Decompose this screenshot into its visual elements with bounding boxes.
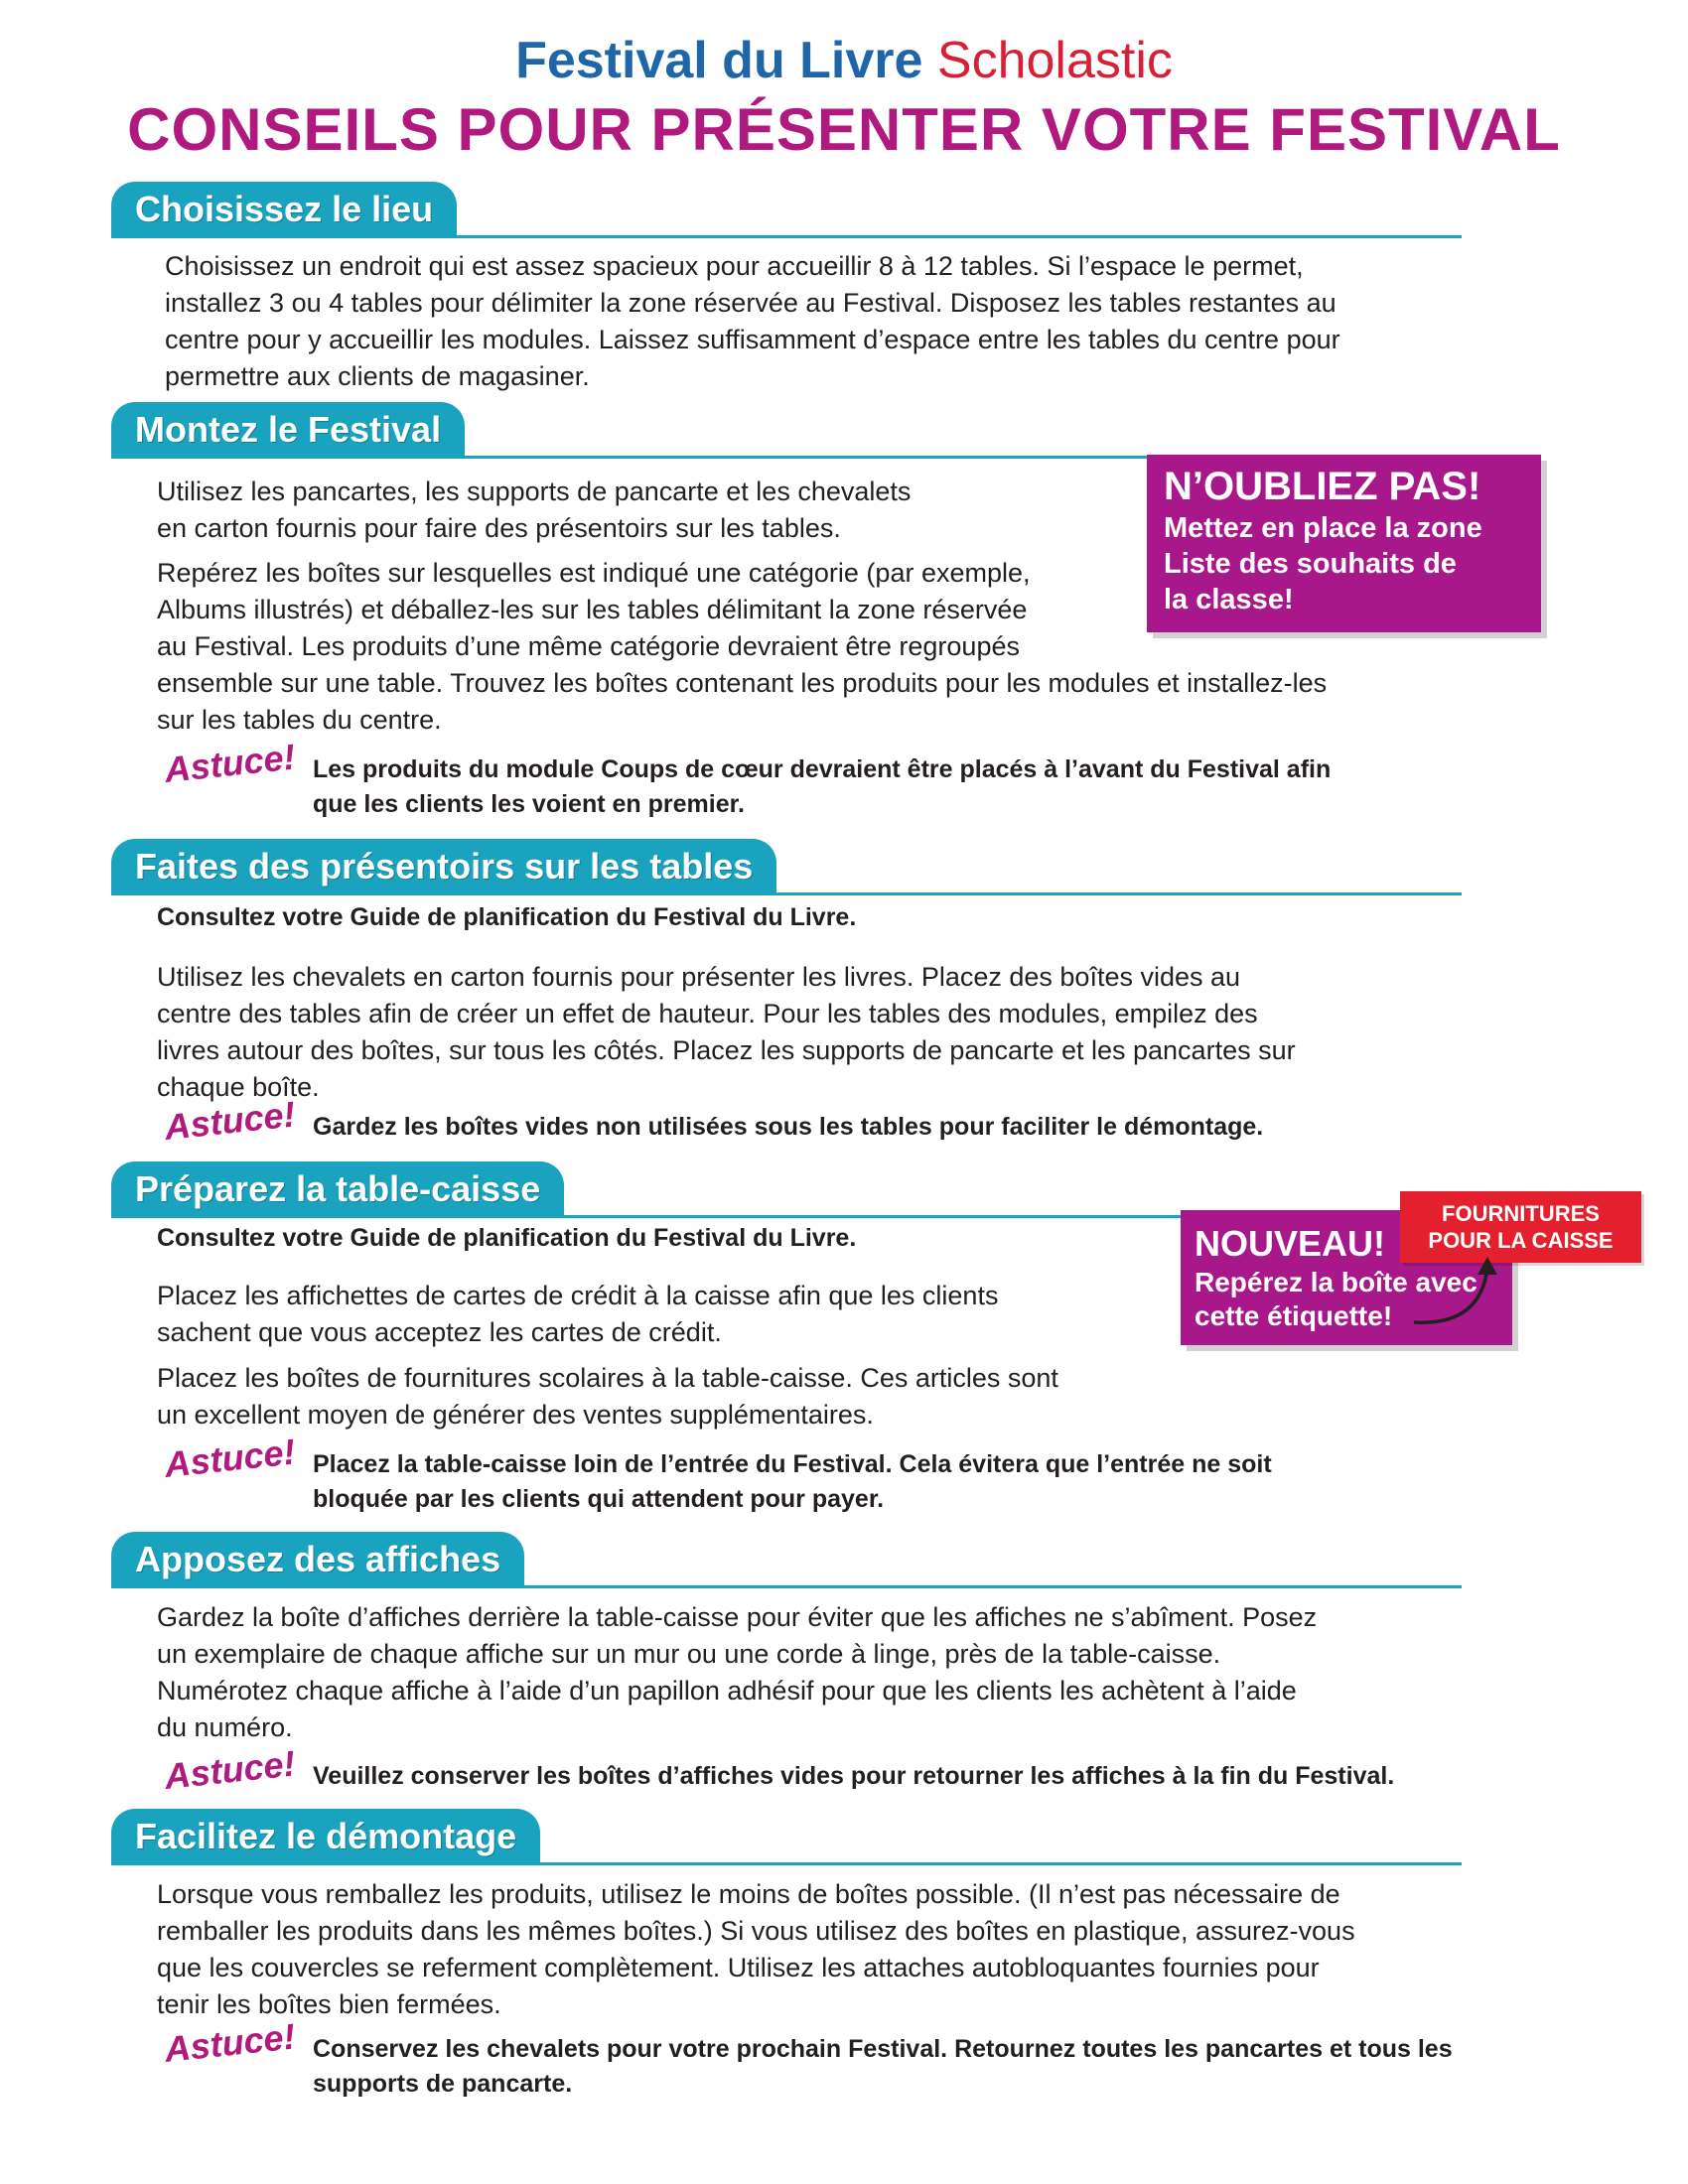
section-divider: [111, 1862, 1462, 1865]
paragraph-lieu: Choisissez un endroit qui est assez spacieux pour accueillir 8 à 12 tables. Si l’espace le permet, installez 3 ou 4 tables pour délimiter la zone réservée au Festival. Disposez les tables restantes au centre pour y accueillir les modules. Laissez suffisamment d’espace entre les tables du centre pour permettre aux clients de magasiner.: [165, 251, 1340, 391]
brand-scholastic: Scholastic: [936, 32, 1173, 89]
section-heading-montez: Montez le Festival: [111, 402, 465, 458]
reminder-callout: N’OUBLIEZ PAS! Mettez en place la zone Liste des souhaits de la classe!: [1147, 455, 1541, 632]
brand-name: Festival du Livre: [515, 32, 923, 89]
paragraph-presentoirs: Utilisez les chevalets en carton fournis pour présenter les livres. Placez des boîtes vides au centre des tables afin de créer un effet de hauteur. Pour les tables des modules, empilez des livres autour des boîtes, sur tous les côtés. Placez les supports de pancarte et les pancartes sur chaque boîte.: [157, 962, 1296, 1102]
section-heading-caisse: Préparez la table-caisse: [111, 1161, 564, 1217]
tip-label: Astuce!: [162, 1431, 298, 1485]
paragraph-montez-2: Repérez les boîtes sur lesquelles est indiqué une catégorie (par exemple, Albums illustrés) et déballez-les sur les tables délimitant la zone réservée au Festival. Les produits d’une même catégorie devraient être regroupés ensemble sur une table. Trouvez les boîtes contenant les produits pour les modules et installez-les sur les tables du centre.: [157, 558, 1328, 735]
tip-text-affiches: Veuillez conserver les boîtes d’affiches vides pour retourner les affiches à la fin du Festival.: [313, 1762, 1395, 1790]
tip-label: Astuce!: [162, 1093, 298, 1148]
brand-line: [0, 30, 1688, 91]
new-callout: NOUVEAU! Repérez la boîte avec cette étiquette!: [1181, 1210, 1512, 1345]
tip-text-caisse: Placez la table-caisse loin de l’entrée du Festival. Cela évitera que l’entrée ne soit bloquée par les clients qui attendent pour payer.: [313, 1450, 1272, 1513]
paragraph-montez-1: Utilisez les pancartes, les supports de pancarte et les chevalets en carton fournis pour faire des présentoirs sur les tables.: [157, 477, 912, 543]
section-heading-demontage: Facilitez le démontage: [111, 1809, 540, 1864]
paragraph-caisse-2: Placez les boîtes de fournitures scolaires à la table-caisse. Ces articles sont un excellent moyen de générer des ventes supplémentaires.: [157, 1363, 1058, 1430]
tip-text-montez: Les produits du module Coups de cœur devraient être placés à l’avant du Festival afin que les clients les voient en premier.: [313, 755, 1332, 818]
tip-label: Astuce!: [162, 2015, 298, 2070]
guide-reference: Consultez votre Guide de planification du Festival du Livre.: [157, 903, 857, 931]
arrow-icon: [1410, 1253, 1529, 1332]
guide-reference: Consultez votre Guide de planification du Festival du Livre.: [157, 1224, 857, 1252]
tip-text-presentoirs: Gardez les boîtes vides non utilisées sous les tables pour faciliter le démontage.: [313, 1113, 1264, 1141]
section-heading-presentoirs: Faites des présentoirs sur les tables: [111, 839, 776, 894]
page-title: CONSEILS POUR PRÉSENTER VOTRE FESTIVAL: [127, 96, 1561, 163]
paragraph-caisse-1: Placez les affichettes de cartes de crédit à la caisse afin que les clients sachent que vous acceptez les cartes de crédit.: [157, 1281, 999, 1347]
callout-title: NOUVEAU!: [1195, 1223, 1386, 1264]
paragraph-affiches: Gardez la boîte d’affiches derrière la table-caisse pour éviter que les affiches ne s’abîment. Posez un exemplaire de chaque affiche sur un mur ou une corde à linge, près de la table-caisse. Numérotez chaque affiche à l’aide d’un papillon adhésif pour que les clients les achètent à l’aide du numéro.: [157, 1602, 1318, 1742]
tip-label: Astuce!: [162, 1742, 298, 1797]
section-heading-affiches: Apposez des affiches: [111, 1532, 524, 1587]
supplies-label-tag: FOURNITURES POUR LA CAISSE: [1400, 1191, 1641, 1263]
tip-text-demontage: Conservez les chevalets pour votre prochain Festival. Retournez toutes les pancartes et tous les supports de pancarte.: [313, 2035, 1453, 2098]
tip-label: Astuce!: [162, 736, 298, 790]
section-divider: [111, 1585, 1462, 1588]
callout-title: N’OUBLIEZ PAS!: [1164, 465, 1481, 508]
section-heading-lieu: Choisissez le lieu: [111, 182, 457, 237]
section-divider: [111, 892, 1462, 895]
paragraph-demontage: Lorsque vous remballez les produits, utilisez le moins de boîtes possible. (Il n’est pas nécessaire de remballer les produits dans les mêmes boîtes.) Si vous utilisez des boîtes en plastique, assurez-vous que les couvercles se referment complètement. Utilisez les attaches autobloquantes fournies pour tenir les boîtes bien fermées.: [157, 1879, 1355, 2019]
section-divider: [111, 235, 1462, 238]
